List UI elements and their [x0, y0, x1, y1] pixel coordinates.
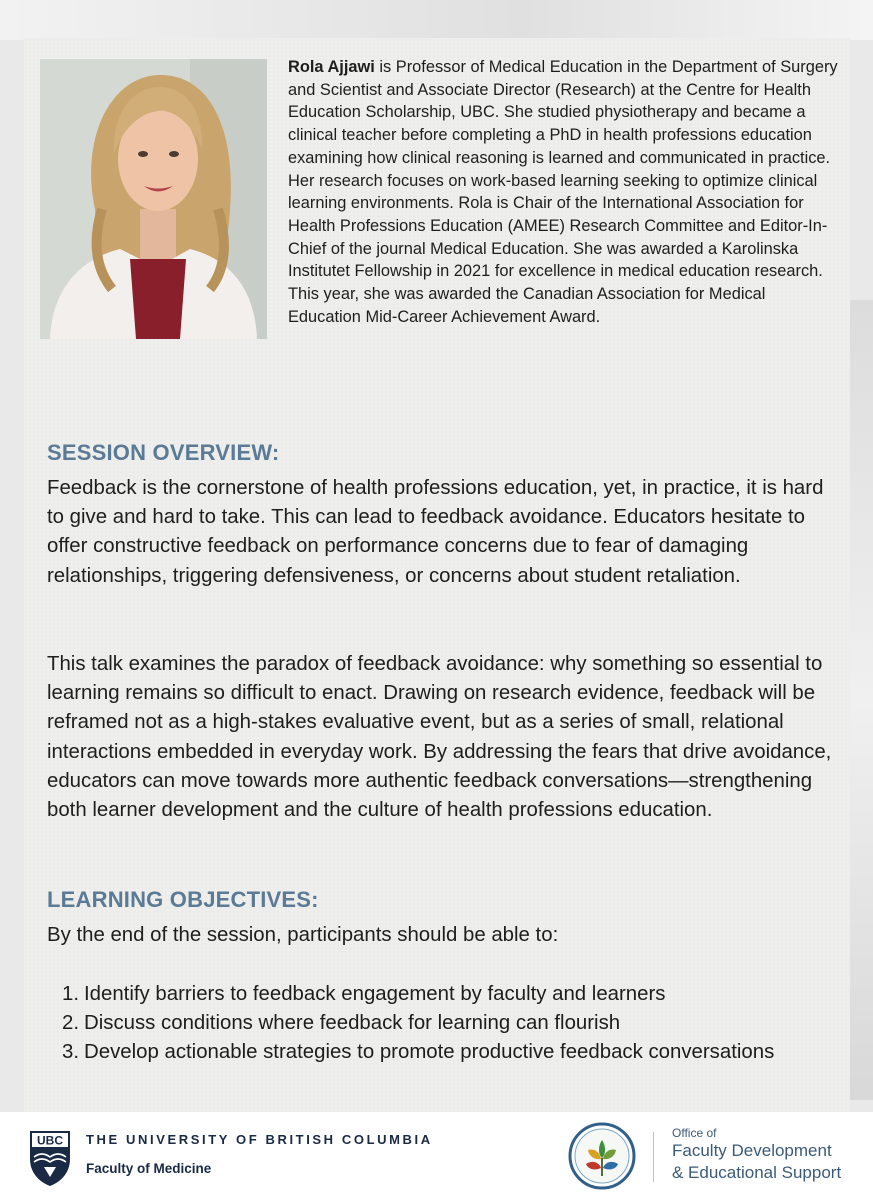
- office-line-2: & Educational Support: [672, 1163, 842, 1182]
- ubc-logo-text: UBC: [37, 1133, 63, 1148]
- university-name: THE UNIVERSITY OF BRITISH COLUMBIA: [86, 1132, 433, 1147]
- speaker-name: Rola Ajjawi: [288, 58, 375, 76]
- objective-text: Identify barriers to feedback engagement by faculty and learners: [84, 983, 666, 1005]
- speaker-photo: [40, 59, 267, 339]
- objective-text: Develop actionable strategies to promote productive feedback conversations: [84, 1041, 775, 1064]
- fdes-leaf-icon: [568, 1122, 636, 1190]
- footer-divider: [653, 1132, 654, 1182]
- session-overview-heading: SESSION OVERVIEW:: [47, 440, 280, 465]
- objectives-list: [62, 980, 822, 1068]
- speaker-bio: [288, 56, 838, 328]
- objective-text: Discuss conditions where feedback for learning can flourish: [84, 1012, 621, 1035]
- office-of-label: Office of: [672, 1126, 717, 1140]
- objective-number: 2.: [62, 1012, 80, 1035]
- office-name: [672, 1126, 841, 1184]
- objective-item: [62, 980, 822, 1009]
- overview-paragraph-2: This talk examines the paradox of feedback avoidance: why something so essential to learning remains so difficult to enact. Drawing on research evidence, feedback will be reframed not as a high-stakes evaluative event, but as a series of small, relational interactions embedded in everyday work. By addressing the fears that drive avoidance, educators can move towards more authentic feedback conversations—strengthening both learner development and the culture of health professions education.: [47, 653, 832, 822]
- objective-number: 1.: [62, 983, 80, 1005]
- objectives-intro: By the end of the session, participants should be able to:: [47, 924, 559, 946]
- objective-item: [62, 1009, 822, 1038]
- footer: [0, 1112, 873, 1200]
- objective-number: 3.: [62, 1041, 80, 1064]
- office-line-1: Faculty Development: [672, 1141, 832, 1160]
- bio-text: is Professor of Medical Education in the Department of Surgery and Scientist and Associate Director (Research) at the Centre for Health Education Scholarship, UBC. She studied physiotherapy and became a clinical teacher before completing a PhD in health professions education examining how clinical reasoning is learned and communicated in practice. Her research focuses on work-based learning seeking to optimize clinical learning environments. Rola is Chair of the International Association for Health Professions Education (AMEE) Research Committee and Editor-In-Chief of the journal Medical Education. She was awarded a Karolinska Institutet Fellowship in 2021 for excellence in medical education research. This year, she was awarded the Canadian Association for Medical Education Mid-Career Achievement Award.: [288, 58, 838, 326]
- learning-objectives-heading: LEARNING OBJECTIVES:: [47, 887, 319, 912]
- objective-item: [62, 1038, 822, 1067]
- background-top: [0, 0, 873, 40]
- overview-paragraph-1: Feedback is the cornerstone of health professions education, yet, in practice, it is hard to give and hard to take. This can lead to feedback avoidance. Educators hesitate to offer constructive feedback on performance concerns due to fear of damaging relationships, triggering defensiveness, or concerns about student retaliation.: [47, 477, 824, 587]
- faculty-name: Faculty of Medicine: [86, 1161, 212, 1176]
- ubc-logo: [28, 1129, 72, 1187]
